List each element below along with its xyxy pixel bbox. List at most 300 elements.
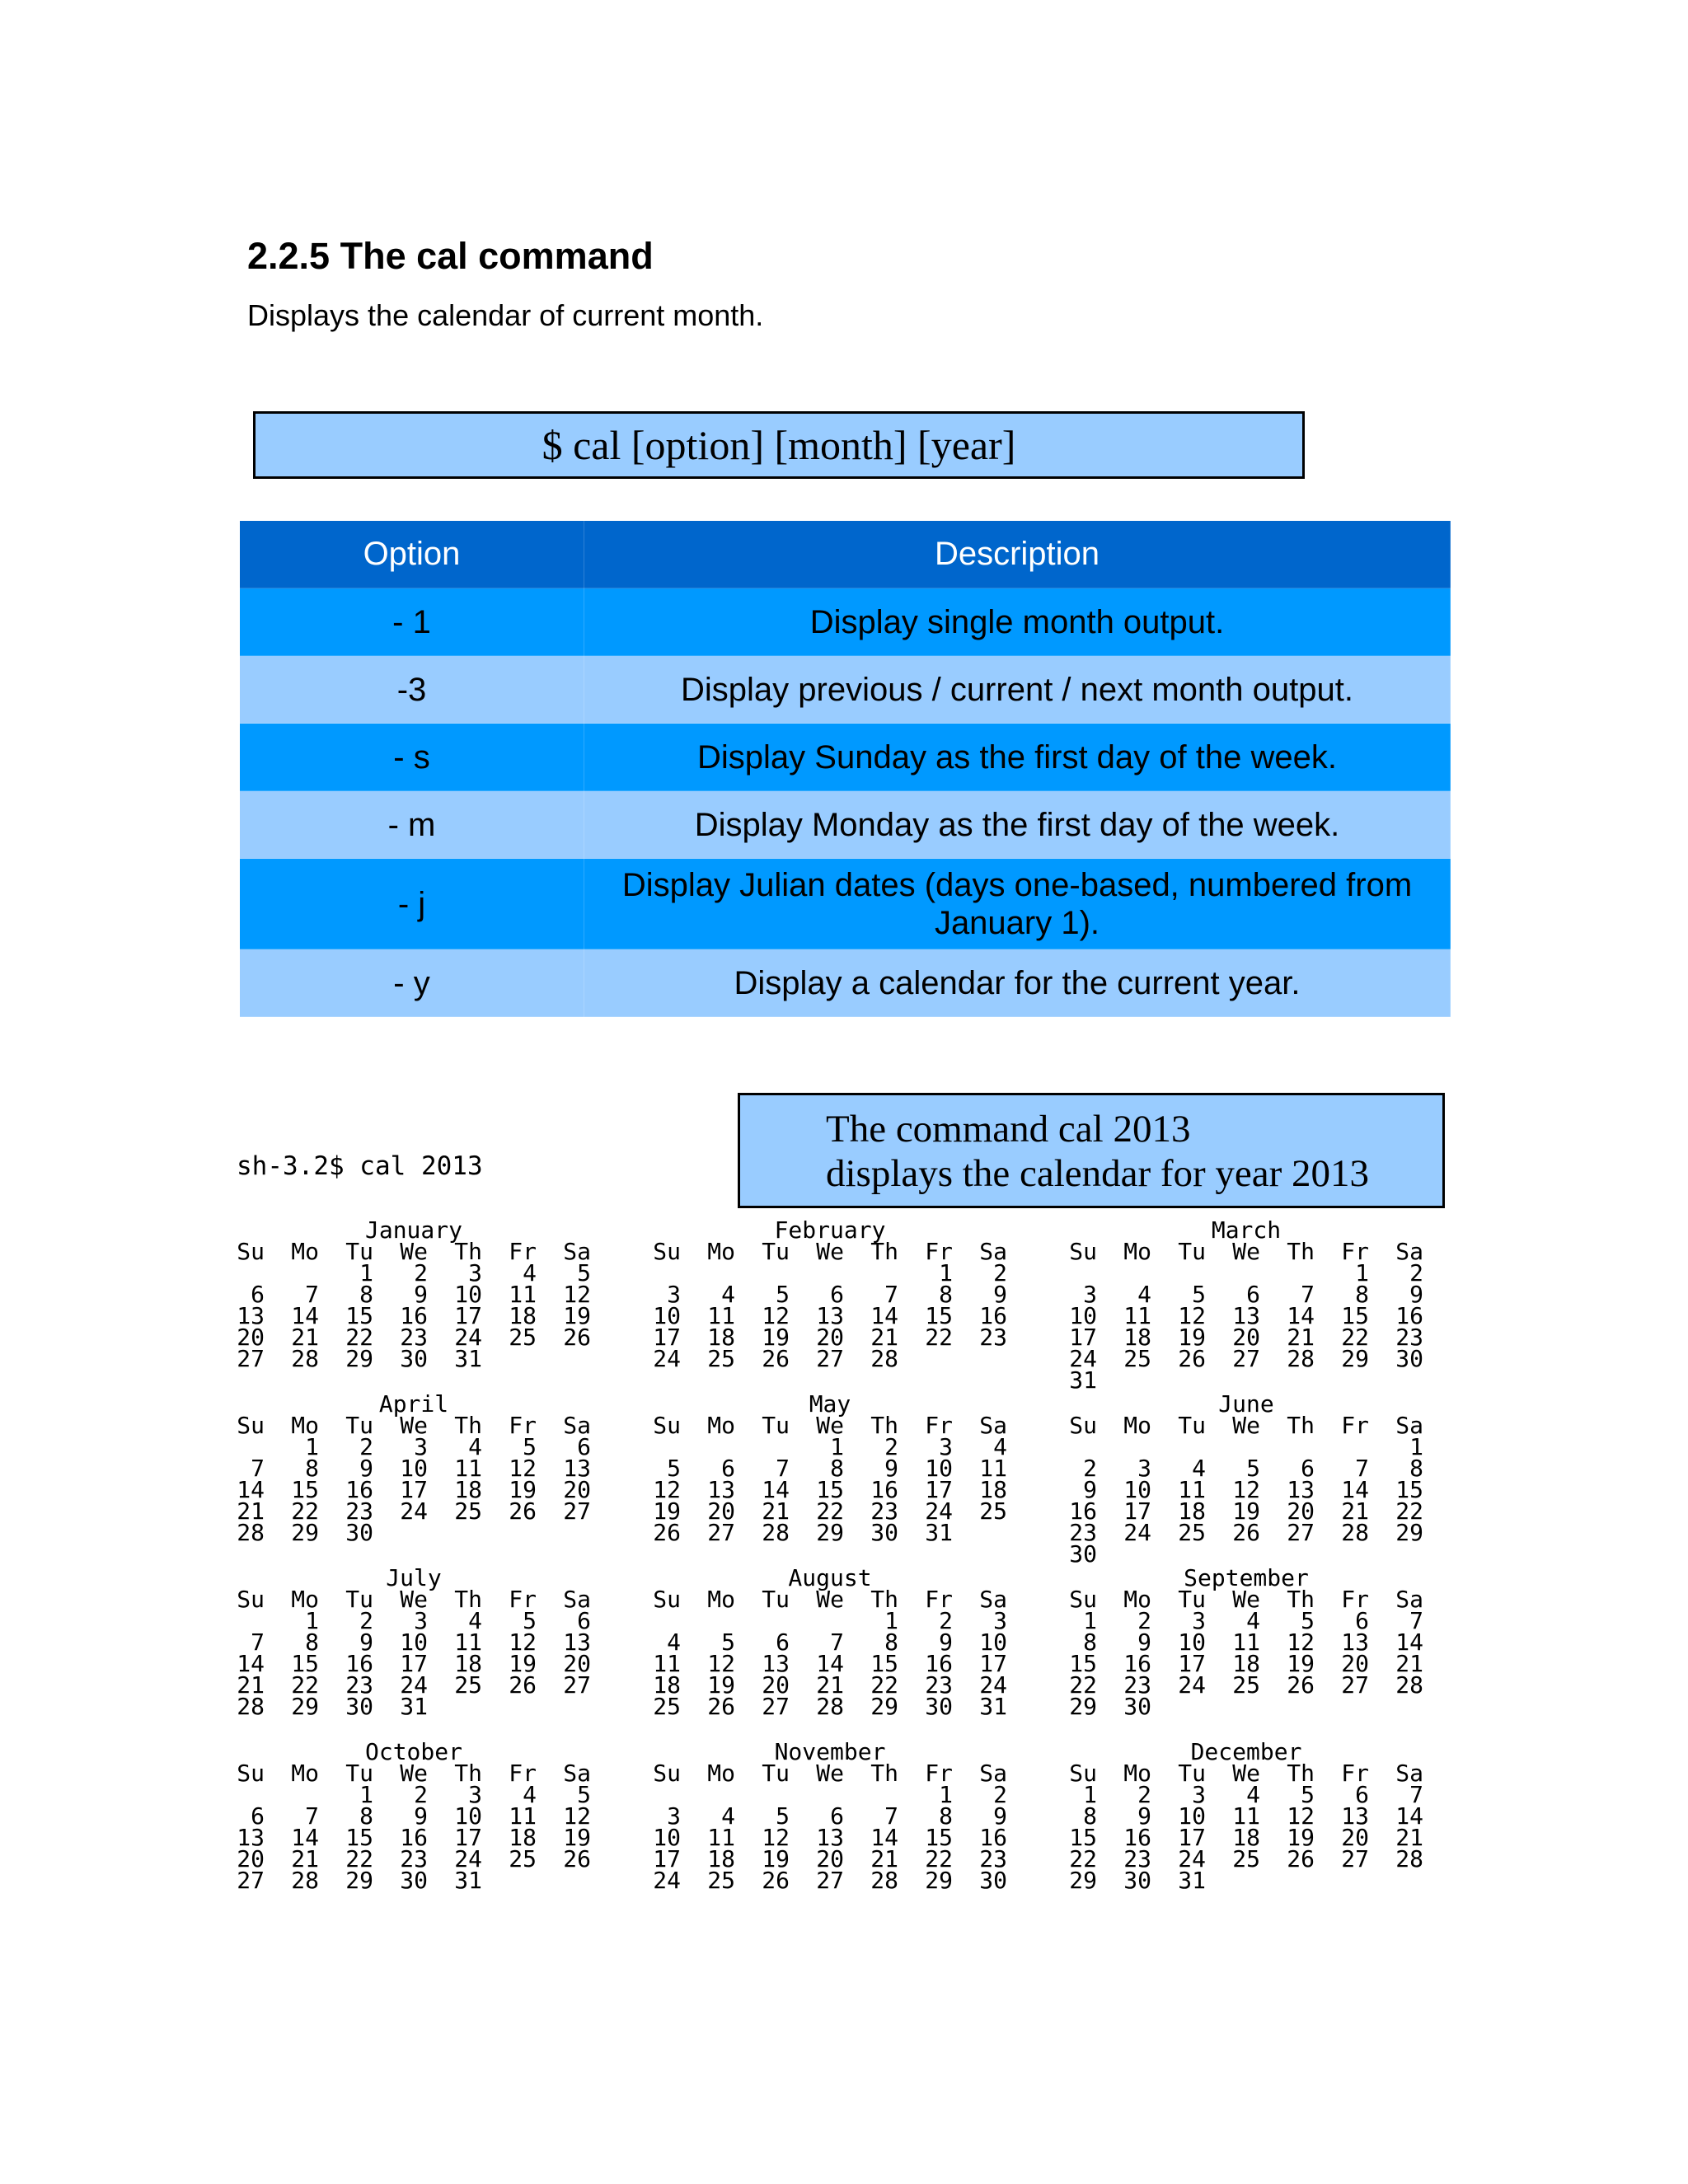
day-cell: 21 <box>762 1497 790 1525</box>
day-cell: 24 <box>1178 1845 1206 1872</box>
day-cell: 7 <box>884 1802 898 1830</box>
day-cell: 1 <box>939 1781 953 1808</box>
day-cell: 16 <box>870 1476 898 1503</box>
day-cell: 2 <box>359 1607 373 1634</box>
weekday-label: Mo <box>1123 1760 1151 1787</box>
weekday-label: Mo <box>1123 1412 1151 1439</box>
day-cell: 16 <box>979 1824 1007 1851</box>
week-row <box>237 1345 653 1372</box>
day-cell: 9 <box>1083 1476 1097 1503</box>
day-cell: 4 <box>721 1802 735 1830</box>
day-cell: 1 <box>359 1781 373 1808</box>
month-calendar <box>1069 1390 1442 1568</box>
day-cell: 4 <box>468 1433 482 1460</box>
day-cell <box>898 1348 953 1370</box>
day-cell: 22 <box>291 1497 319 1525</box>
day-cell: 12 <box>707 1650 735 1677</box>
day-cell <box>1369 1370 1423 1391</box>
day-cell: 2 <box>1409 1259 1423 1286</box>
description-cell: Display previous / current / next month output. <box>584 656 1451 724</box>
day-cell: 8 <box>1355 1281 1369 1308</box>
day-cell: 4 <box>468 1607 482 1634</box>
note-line: The command cal 2013 <box>826 1108 1191 1151</box>
day-cell: 9 <box>414 1281 428 1308</box>
day-cell: 16 <box>400 1824 428 1851</box>
day-cell: 14 <box>1341 1476 1369 1503</box>
weekday-label: Mo <box>707 1760 735 1787</box>
day-cell: 29 <box>291 1519 319 1546</box>
day-cell <box>1369 1870 1423 1891</box>
day-cell: 10 <box>979 1629 1007 1656</box>
day-cell: 11 <box>707 1824 735 1851</box>
weekday-label: Sa <box>979 1412 1007 1439</box>
day-cell: 4 <box>667 1629 681 1656</box>
day-cell: 30 <box>925 1693 953 1720</box>
day-cell: 13 <box>816 1824 844 1851</box>
day-cell: 16 <box>1123 1650 1151 1677</box>
day-cell: 5 <box>577 1781 591 1808</box>
day-cell: 22 <box>1069 1671 1097 1699</box>
day-cell: 8 <box>830 1455 844 1482</box>
day-cell: 11 <box>454 1629 482 1656</box>
weekday-label: Sa <box>563 1238 591 1265</box>
day-cell: 18 <box>509 1824 537 1851</box>
option-column-header: Option <box>240 521 584 588</box>
day-cell: 15 <box>1069 1650 1097 1677</box>
day-cell: 13 <box>816 1302 844 1329</box>
day-cell: 5 <box>667 1455 681 1482</box>
day-cell: 17 <box>653 1845 681 1872</box>
day-cell: 11 <box>1232 1802 1260 1830</box>
day-cell: 25 <box>454 1497 482 1525</box>
weekday-label: Fr <box>509 1586 537 1613</box>
day-cell: 14 <box>291 1824 319 1851</box>
day-cell: 24 <box>400 1671 428 1699</box>
day-cell <box>1260 1870 1315 1891</box>
day-cell: 21 <box>291 1324 319 1351</box>
weekday-label: Mo <box>1123 1586 1151 1613</box>
day-cell: 18 <box>1232 1650 1260 1677</box>
weekday-label: Su <box>237 1760 265 1787</box>
day-cell: 26 <box>1232 1519 1260 1546</box>
day-cell: 15 <box>925 1824 953 1851</box>
weekday-label: Su <box>1069 1412 1097 1439</box>
day-cell: 19 <box>1287 1824 1315 1851</box>
day-cell: 18 <box>1123 1324 1151 1351</box>
day-cell: 20 <box>1341 1650 1369 1677</box>
day-cell: 28 <box>762 1519 790 1546</box>
weekday-label: Sa <box>1395 1760 1423 1787</box>
day-cell: 10 <box>1178 1802 1206 1830</box>
month-calendar <box>237 1564 653 1741</box>
day-cell: 25 <box>1178 1519 1206 1546</box>
weekday-label: Tu <box>1178 1238 1206 1265</box>
day-cell: 12 <box>1232 1476 1260 1503</box>
day-cell: 5 <box>523 1433 537 1460</box>
day-cell: 28 <box>237 1693 265 1720</box>
day-cell: 28 <box>870 1345 898 1372</box>
weekday-label: Sa <box>1395 1412 1423 1439</box>
weekday-label: Fr <box>925 1412 953 1439</box>
day-cell: 1 <box>359 1259 373 1286</box>
day-cell: 23 <box>1123 1671 1151 1699</box>
day-cell: 16 <box>1123 1824 1151 1851</box>
weekday-label: Sa <box>563 1412 591 1439</box>
day-cell: 20 <box>237 1324 265 1351</box>
day-cell: 17 <box>979 1650 1007 1677</box>
day-cell: 19 <box>1287 1650 1315 1677</box>
day-cell: 10 <box>400 1629 428 1656</box>
day-cell: 5 <box>577 1259 591 1286</box>
day-cell: 1 <box>305 1433 319 1460</box>
day-cell: 21 <box>870 1324 898 1351</box>
day-cell: 16 <box>345 1650 373 1677</box>
day-cell <box>428 1522 482 1544</box>
day-cell: 29 <box>291 1693 319 1720</box>
weekday-label: Th <box>1287 1412 1315 1439</box>
day-cell: 31 <box>454 1345 482 1372</box>
day-cell: 29 <box>1395 1519 1423 1546</box>
day-cell: 29 <box>870 1693 898 1720</box>
day-cell: 7 <box>305 1802 319 1830</box>
day-cell: 12 <box>1178 1302 1206 1329</box>
day-cell: 6 <box>1355 1781 1369 1808</box>
option-cell: - j <box>240 859 584 949</box>
day-cell: 4 <box>523 1781 537 1808</box>
day-cell: 3 <box>1192 1607 1206 1634</box>
day-cell: 26 <box>563 1845 591 1872</box>
weekday-label: Sa <box>979 1586 1007 1613</box>
weekday-label: Th <box>870 1586 898 1613</box>
weekday-label: Mo <box>291 1412 319 1439</box>
day-cell: 8 <box>1083 1802 1097 1830</box>
day-cell: 28 <box>291 1867 319 1894</box>
day-cell: 9 <box>359 1629 373 1656</box>
month-calendar <box>237 1738 653 1915</box>
day-cell: 20 <box>1287 1497 1315 1525</box>
day-cell: 9 <box>414 1802 428 1830</box>
day-cell: 5 <box>1192 1281 1206 1308</box>
day-cell: 24 <box>454 1324 482 1351</box>
week-row <box>1069 1693 1442 1720</box>
day-cell: 1 <box>939 1259 953 1286</box>
day-cell: 8 <box>359 1281 373 1308</box>
day-cell: 24 <box>1123 1519 1151 1546</box>
month-name: October <box>364 1738 462 1765</box>
day-cell: 9 <box>993 1802 1007 1830</box>
day-cell: 12 <box>509 1455 537 1482</box>
weekday-label: Su <box>237 1412 265 1439</box>
day-cell <box>1315 1370 1369 1391</box>
day-cell: 1 <box>1083 1781 1097 1808</box>
day-cell <box>537 1870 591 1891</box>
day-cell: 30 <box>400 1867 428 1894</box>
day-cell: 22 <box>1395 1497 1423 1525</box>
day-cell: 29 <box>345 1345 373 1372</box>
weekday-label: We <box>1232 1238 1260 1265</box>
day-cell: 22 <box>816 1497 844 1525</box>
day-cell: 27 <box>563 1497 591 1525</box>
day-cell: 8 <box>1409 1455 1423 1482</box>
week-row <box>1069 1540 1442 1568</box>
day-cell: 12 <box>509 1629 537 1656</box>
day-cell: 25 <box>979 1497 1007 1525</box>
day-cell: 24 <box>653 1867 681 1894</box>
day-cell: 26 <box>1178 1345 1206 1372</box>
day-cell <box>1097 1544 1151 1565</box>
weekday-label: We <box>1232 1586 1260 1613</box>
day-cell: 20 <box>1341 1824 1369 1851</box>
weekday-label: Tu <box>345 1238 373 1265</box>
day-cell: 10 <box>925 1455 953 1482</box>
day-cell: 9 <box>1137 1629 1151 1656</box>
day-cell: 29 <box>816 1519 844 1546</box>
day-cell <box>1260 1370 1315 1391</box>
day-cell: 26 <box>509 1497 537 1525</box>
day-cell: 14 <box>237 1650 265 1677</box>
month-calendar <box>653 1390 1069 1568</box>
day-cell: 31 <box>400 1693 428 1720</box>
day-cell: 7 <box>776 1455 790 1482</box>
day-cell: 6 <box>251 1802 265 1830</box>
weekday-label: Tu <box>762 1586 790 1613</box>
day-cell: 4 <box>721 1281 735 1308</box>
day-cell: 1 <box>1083 1607 1097 1634</box>
day-cell: 21 <box>1395 1824 1423 1851</box>
day-cell <box>1206 1544 1260 1565</box>
day-cell: 2 <box>884 1433 898 1460</box>
day-cell: 6 <box>776 1629 790 1656</box>
day-cell: 5 <box>1246 1455 1260 1482</box>
day-cell <box>537 1522 591 1544</box>
day-cell: 14 <box>1287 1302 1315 1329</box>
day-cell: 14 <box>816 1650 844 1677</box>
day-cell: 2 <box>1137 1607 1151 1634</box>
week-row <box>653 1345 1069 1372</box>
day-cell: 14 <box>291 1302 319 1329</box>
note-box <box>738 1093 1445 1208</box>
day-cell: 21 <box>1287 1324 1315 1351</box>
day-cell: 7 <box>1301 1281 1315 1308</box>
month-calendar <box>1069 1564 1442 1741</box>
day-cell: 15 <box>345 1824 373 1851</box>
weekday-label: We <box>816 1238 844 1265</box>
weekday-label: Th <box>870 1760 898 1787</box>
day-cell: 22 <box>870 1671 898 1699</box>
day-cell: 9 <box>1409 1281 1423 1308</box>
day-cell: 19 <box>563 1302 591 1329</box>
day-cell: 30 <box>870 1519 898 1546</box>
day-cell: 22 <box>1341 1324 1369 1351</box>
day-cell <box>953 1522 1007 1544</box>
weekday-label: Tu <box>762 1412 790 1439</box>
day-cell: 12 <box>1287 1802 1315 1830</box>
weekday-label: We <box>400 1586 428 1613</box>
day-cell: 6 <box>721 1455 735 1482</box>
day-cell: 8 <box>305 1455 319 1482</box>
table-row <box>240 588 1451 656</box>
day-cell <box>1206 1870 1260 1891</box>
weekday-label: Tu <box>762 1760 790 1787</box>
month-name: July <box>386 1564 442 1591</box>
day-cell: 23 <box>400 1324 428 1351</box>
day-cell: 17 <box>454 1302 482 1329</box>
day-cell: 23 <box>870 1497 898 1525</box>
weekday-label: Fr <box>925 1760 953 1787</box>
day-cell: 6 <box>1246 1281 1260 1308</box>
day-cell: 15 <box>345 1302 373 1329</box>
day-cell <box>953 1348 1007 1370</box>
day-cell: 23 <box>979 1845 1007 1872</box>
day-cell: 18 <box>509 1302 537 1329</box>
day-cell: 16 <box>925 1650 953 1677</box>
day-cell: 29 <box>925 1867 953 1894</box>
day-cell: 26 <box>1287 1671 1315 1699</box>
weekday-label: Fr <box>1341 1760 1369 1787</box>
day-cell: 23 <box>979 1324 1007 1351</box>
weekday-label: Su <box>653 1238 681 1265</box>
day-cell: 22 <box>925 1324 953 1351</box>
day-cell: 24 <box>1069 1345 1097 1372</box>
weekday-label: Fr <box>509 1238 537 1265</box>
day-cell: 21 <box>870 1845 898 1872</box>
weekday-label: Mo <box>291 1586 319 1613</box>
month-name: May <box>809 1390 851 1418</box>
day-cell: 11 <box>707 1302 735 1329</box>
day-cell: 1 <box>884 1607 898 1634</box>
month-name: September <box>1184 1564 1309 1591</box>
week-row <box>1069 1366 1442 1394</box>
weekday-label: Su <box>237 1238 265 1265</box>
weekday-label: Sa <box>979 1238 1007 1265</box>
day-cell: 6 <box>830 1802 844 1830</box>
day-cell: 31 <box>979 1693 1007 1720</box>
day-cell: 1 <box>830 1433 844 1460</box>
day-cell: 18 <box>707 1845 735 1872</box>
description-cell: Display Sunday as the first day of the week. <box>584 724 1451 791</box>
day-cell: 5 <box>721 1629 735 1656</box>
day-cell: 3 <box>468 1259 482 1286</box>
weekday-label: Fr <box>509 1760 537 1787</box>
day-cell: 26 <box>1287 1845 1315 1872</box>
day-cell: 17 <box>1123 1497 1151 1525</box>
day-cell: 19 <box>563 1824 591 1851</box>
day-cell: 22 <box>345 1845 373 1872</box>
day-cell <box>1260 1696 1315 1718</box>
day-cell: 10 <box>454 1802 482 1830</box>
day-cell <box>1097 1370 1151 1391</box>
day-cell: 2 <box>993 1781 1007 1808</box>
day-cell <box>1151 1696 1206 1718</box>
table-row <box>240 949 1451 1017</box>
day-cell: 28 <box>870 1867 898 1894</box>
description-cell: Display Julian dates (days one-based, numbered from January 1). <box>584 859 1451 949</box>
day-cell: 28 <box>816 1693 844 1720</box>
weekday-label: Th <box>454 1412 482 1439</box>
day-cell: 16 <box>400 1302 428 1329</box>
week-row <box>653 1519 1069 1546</box>
day-cell: 19 <box>509 1650 537 1677</box>
weekday-label: Fr <box>1341 1238 1369 1265</box>
day-cell: 28 <box>1341 1519 1369 1546</box>
day-cell: 8 <box>939 1281 953 1308</box>
day-cell: 17 <box>1069 1324 1097 1351</box>
day-cell: 21 <box>237 1497 265 1525</box>
day-cell: 1 <box>305 1607 319 1634</box>
day-cell <box>1151 1370 1206 1391</box>
terminal-prompt: sh-3.2$ cal 2013 <box>237 1151 483 1181</box>
day-cell: 22 <box>291 1671 319 1699</box>
day-cell: 26 <box>563 1324 591 1351</box>
day-cell: 21 <box>291 1845 319 1872</box>
day-cell: 28 <box>1395 1845 1423 1872</box>
day-cell: 14 <box>870 1302 898 1329</box>
table-header-row <box>240 521 1451 588</box>
weekday-label: We <box>400 1238 428 1265</box>
day-cell: 27 <box>1287 1519 1315 1546</box>
day-cell <box>1315 1870 1369 1891</box>
week-row <box>1069 1867 1442 1894</box>
description-cell: Display a calendar for the current year. <box>584 949 1451 1017</box>
day-cell: 20 <box>707 1497 735 1525</box>
day-cell: 14 <box>237 1476 265 1503</box>
day-cell: 23 <box>1069 1519 1097 1546</box>
day-cell: 20 <box>1232 1324 1260 1351</box>
weekday-label: Mo <box>291 1238 319 1265</box>
day-cell: 14 <box>1395 1802 1423 1830</box>
day-cell: 17 <box>1178 1824 1206 1851</box>
day-cell <box>1315 1544 1369 1565</box>
weekday-label: Mo <box>707 1586 735 1613</box>
day-cell <box>482 1870 537 1891</box>
day-cell: 14 <box>870 1824 898 1851</box>
day-cell: 13 <box>1341 1629 1369 1656</box>
day-cell: 8 <box>884 1629 898 1656</box>
syntax-box <box>253 411 1305 479</box>
day-cell: 19 <box>707 1671 735 1699</box>
day-cell: 3 <box>414 1607 428 1634</box>
weekday-label: We <box>400 1760 428 1787</box>
day-cell: 2 <box>359 1433 373 1460</box>
day-cell <box>1206 1370 1260 1391</box>
week-row <box>653 1693 1069 1720</box>
day-cell: 27 <box>707 1519 735 1546</box>
weekday-label: Mo <box>707 1238 735 1265</box>
month-calendar <box>237 1216 653 1394</box>
day-cell: 24 <box>653 1345 681 1372</box>
day-cell <box>1206 1696 1260 1718</box>
day-cell: 8 <box>1083 1629 1097 1656</box>
day-cell: 4 <box>993 1433 1007 1460</box>
day-cell: 11 <box>653 1650 681 1677</box>
day-cell: 23 <box>400 1845 428 1872</box>
day-cell: 13 <box>1232 1302 1260 1329</box>
day-cell: 28 <box>1287 1345 1315 1372</box>
day-cell: 10 <box>454 1281 482 1308</box>
day-cell: 6 <box>577 1607 591 1634</box>
month-name: February <box>774 1216 886 1244</box>
day-cell: 30 <box>979 1867 1007 1894</box>
weekday-label: Su <box>237 1586 265 1613</box>
day-cell: 18 <box>707 1324 735 1351</box>
day-cell: 20 <box>816 1845 844 1872</box>
day-cell: 5 <box>776 1802 790 1830</box>
note-line: displays the calendar for year 2013 <box>826 1152 1370 1195</box>
day-cell: 30 <box>345 1693 373 1720</box>
day-cell: 26 <box>762 1345 790 1372</box>
day-cell: 25 <box>509 1324 537 1351</box>
day-cell: 20 <box>563 1650 591 1677</box>
